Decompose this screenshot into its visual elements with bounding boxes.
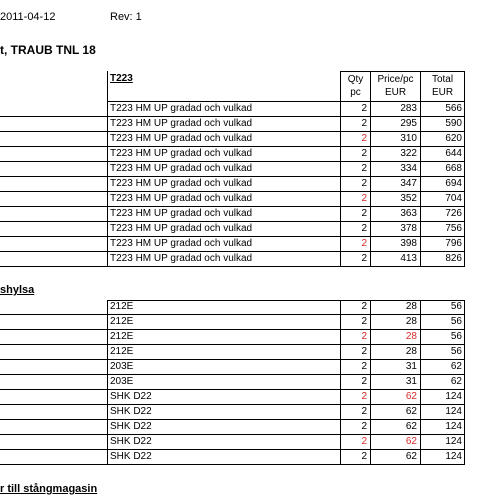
cell-quantity: 2 — [340, 330, 370, 344]
cell-price: 413 — [370, 252, 420, 266]
column-header-qty-line1: Qty — [347, 74, 364, 85]
table-row — [0, 315, 465, 330]
cell-total: 796 — [420, 237, 465, 251]
table-row — [0, 435, 465, 450]
cell-price: 31 — [370, 375, 420, 389]
table-row — [0, 147, 465, 162]
table-row — [0, 237, 465, 252]
cell-quantity: 2 — [340, 222, 370, 236]
table-row — [0, 162, 465, 177]
cell-description: T223 HM UP gradad och vulkad — [107, 117, 340, 131]
cell-quantity: 2 — [340, 132, 370, 146]
cell-quantity: 2 — [340, 177, 370, 191]
cell-total: 704 — [420, 192, 465, 206]
cell-description: SHK D22 — [107, 435, 340, 449]
cell-quantity: 2 — [340, 420, 370, 434]
cell-quantity: 2 — [340, 207, 370, 221]
cell-quantity: 2 — [340, 345, 370, 359]
group-header-label: T223 — [110, 73, 133, 84]
cell-total: 590 — [420, 117, 465, 131]
cell-price: 62 — [370, 390, 420, 404]
cell-price: 334 — [370, 162, 420, 176]
cell-description: T223 HM UP gradad och vulkad — [107, 207, 340, 221]
cell-total: 124 — [420, 435, 465, 449]
cell-price: 310 — [370, 132, 420, 146]
cell-price: 378 — [370, 222, 420, 236]
cell-description: T223 HM UP gradad och vulkad — [107, 177, 340, 191]
cell-quantity: 2 — [340, 252, 370, 266]
cell-quantity: 2 — [340, 360, 370, 374]
cell-price: 352 — [370, 192, 420, 206]
document-date: 2011-04-12 — [0, 11, 56, 23]
cell-quantity: 2 — [340, 315, 370, 329]
table-row — [0, 450, 465, 465]
table-row — [0, 405, 465, 420]
cell-description: T223 HM UP gradad och vulkad — [107, 237, 340, 251]
cell-total: 56 — [420, 300, 465, 314]
cell-description: 212E — [107, 345, 340, 359]
cell-price: 62 — [370, 420, 420, 434]
cell-description: T223 HM UP gradad och vulkad — [107, 147, 340, 161]
cell-total: 620 — [420, 132, 465, 146]
cell-total: 62 — [420, 375, 465, 389]
cell-quantity: 2 — [340, 162, 370, 176]
cell-quantity: 2 — [340, 117, 370, 131]
cell-quantity: 2 — [340, 102, 370, 116]
cell-total: 56 — [420, 345, 465, 359]
cell-price: 322 — [370, 147, 420, 161]
cell-price: 398 — [370, 237, 420, 251]
cell-total: 56 — [420, 315, 465, 329]
cell-price: 347 — [370, 177, 420, 191]
group-header — [107, 71, 340, 102]
cell-total: 124 — [420, 420, 465, 434]
cell-total: 566 — [420, 102, 465, 116]
table-row — [0, 192, 465, 207]
cell-quantity: 2 — [340, 375, 370, 389]
cell-description: 212E — [107, 330, 340, 344]
cell-description: T223 HM UP gradad och vulkad — [107, 132, 340, 146]
cell-total: 124 — [420, 450, 465, 464]
cell-description: T223 HM UP gradad och vulkad — [107, 192, 340, 206]
cell-quantity: 2 — [340, 300, 370, 314]
table-row — [0, 177, 465, 192]
cell-total: 56 — [420, 330, 465, 344]
cell-description: 203E — [107, 375, 340, 389]
cell-price: 31 — [370, 360, 420, 374]
table-row — [0, 117, 465, 132]
table-row — [0, 222, 465, 237]
cell-description: T223 HM UP gradad och vulkad — [107, 102, 340, 116]
table-row — [0, 132, 465, 147]
table-row — [0, 420, 465, 435]
cell-quantity: 2 — [340, 450, 370, 464]
table-row — [0, 330, 465, 345]
cell-description: 212E — [107, 315, 340, 329]
table-row — [0, 375, 465, 390]
cell-price: 62 — [370, 435, 420, 449]
cell-total: 668 — [420, 162, 465, 176]
column-header-total — [420, 71, 465, 102]
cell-total: 694 — [420, 177, 465, 191]
cell-description: SHK D22 — [107, 405, 340, 419]
cell-price: 28 — [370, 330, 420, 344]
column-header-qty — [340, 71, 370, 102]
cell-price: 62 — [370, 405, 420, 419]
cell-total: 124 — [420, 405, 465, 419]
section-title-shylsa: shylsa — [0, 284, 35, 296]
column-header-price — [370, 71, 420, 102]
cell-price: 295 — [370, 117, 420, 131]
cell-description: 203E — [107, 360, 340, 374]
column-header-total-line1: Total — [431, 74, 454, 85]
cell-price: 28 — [370, 345, 420, 359]
column-header-price-line2: EUR — [384, 87, 407, 98]
document-title: t, TRAUB TNL 18 — [0, 43, 96, 57]
column-header-qty-line2: pc — [350, 87, 361, 98]
cell-total: 726 — [420, 207, 465, 221]
cell-description: SHK D22 — [107, 420, 340, 434]
cell-quantity: 2 — [340, 237, 370, 251]
cell-quantity: 2 — [340, 390, 370, 404]
cell-price: 28 — [370, 300, 420, 314]
table-row — [0, 102, 465, 117]
section-title-stangmagasin: r till stångmagasin — [0, 483, 98, 495]
cell-description: T223 HM UP gradad och vulkad — [107, 162, 340, 176]
cell-description: T223 HM UP gradad och vulkad — [107, 222, 340, 236]
cell-price: 62 — [370, 450, 420, 464]
table-row — [0, 390, 465, 405]
table-row — [0, 300, 465, 315]
column-header-price-line1: Price/pc — [377, 74, 414, 85]
cell-quantity: 2 — [340, 435, 370, 449]
cell-description: T223 HM UP gradad och vulkad — [107, 252, 340, 266]
cell-total: 644 — [420, 147, 465, 161]
table-row — [0, 360, 465, 375]
cell-price: 283 — [370, 102, 420, 116]
cell-total: 124 — [420, 390, 465, 404]
cell-price: 28 — [370, 315, 420, 329]
cell-price: 363 — [370, 207, 420, 221]
cell-description: SHK D22 — [107, 450, 340, 464]
cell-quantity: 2 — [340, 192, 370, 206]
table-row — [0, 207, 465, 222]
cell-total: 826 — [420, 252, 465, 266]
cell-description: SHK D22 — [107, 390, 340, 404]
revision-label: Rev: 1 — [110, 11, 142, 23]
column-header-total-line2: EUR — [431, 87, 454, 98]
cell-total: 62 — [420, 360, 465, 374]
table-row — [0, 345, 465, 360]
cell-total: 756 — [420, 222, 465, 236]
cell-description: 212E — [107, 300, 340, 314]
cell-quantity: 2 — [340, 147, 370, 161]
table-row — [0, 252, 465, 267]
cell-quantity: 2 — [340, 405, 370, 419]
